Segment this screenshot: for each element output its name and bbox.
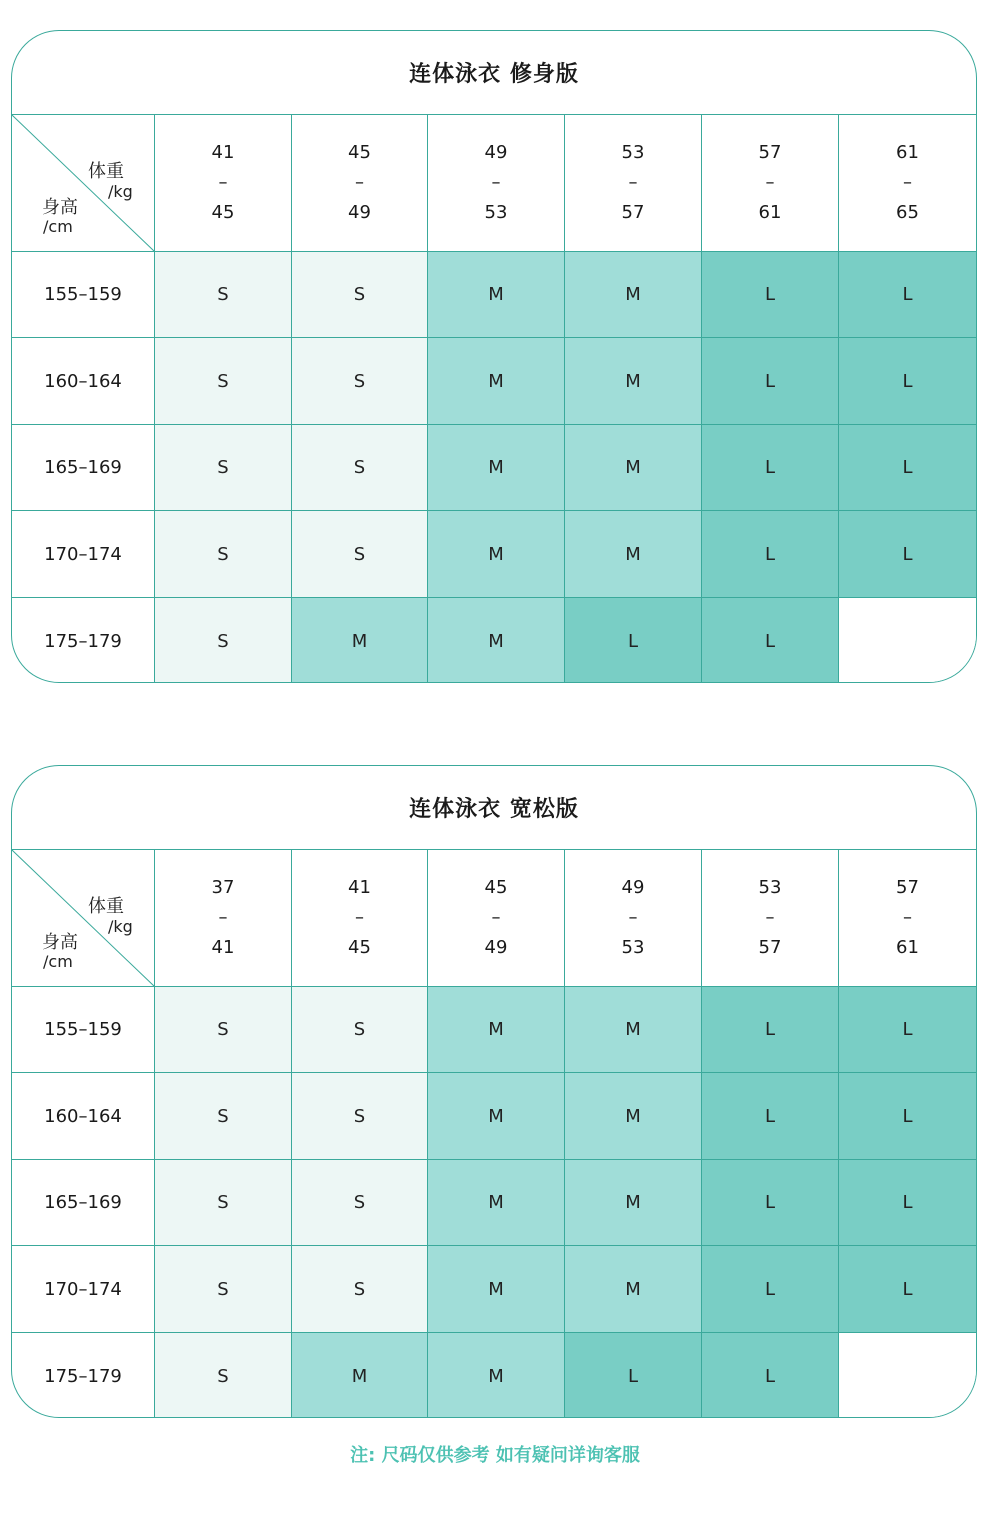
corner-header xyxy=(12,850,155,987)
weight-range-header xyxy=(839,850,976,987)
size-cell: L xyxy=(839,1160,976,1246)
size-cell: M xyxy=(292,1333,428,1418)
size-cell: L xyxy=(839,1073,976,1160)
size-cell: S xyxy=(292,1160,428,1246)
height-unit: /cm xyxy=(43,952,73,971)
size-cell: M xyxy=(565,1073,702,1160)
size-cell: M xyxy=(565,1246,702,1333)
height-range-label: 175–179 xyxy=(12,1333,155,1418)
size-cell: L xyxy=(839,425,976,511)
weight-range-sep: – xyxy=(765,172,775,193)
weight-range-sep: – xyxy=(628,172,638,193)
weight-range-bottom: 53 xyxy=(621,937,645,958)
size-cell: L xyxy=(702,252,839,338)
weight-range-bottom: 53 xyxy=(484,202,508,223)
size-cell: L xyxy=(702,1333,839,1418)
weight-range-sep: – xyxy=(491,907,501,928)
weight-label: 体重 xyxy=(88,896,124,917)
size-table-slim xyxy=(11,30,977,683)
size-cell: S xyxy=(292,425,428,511)
size-cell: S xyxy=(155,598,292,683)
weight-range-top: 45 xyxy=(348,142,371,163)
size-cell: M xyxy=(428,1333,565,1418)
size-cell: L xyxy=(702,598,839,683)
weight-range-top: 41 xyxy=(348,877,371,898)
size-cell: S xyxy=(155,1160,292,1246)
size-cell xyxy=(839,598,976,683)
weight-range-header xyxy=(155,115,292,252)
weight-range-bottom: 61 xyxy=(896,937,919,958)
weight-range-sep: – xyxy=(903,907,912,928)
size-cell: S xyxy=(155,1246,292,1333)
weight-range-top: 49 xyxy=(484,142,508,163)
size-cell: S xyxy=(155,511,292,598)
size-cell: M xyxy=(565,987,702,1073)
size-cell: L xyxy=(565,598,702,683)
weight-range-top: 37 xyxy=(211,877,235,898)
size-cell: M xyxy=(565,252,702,338)
size-cell: L xyxy=(565,1333,702,1418)
weight-range-sep: – xyxy=(628,907,638,928)
weight-range-header xyxy=(565,850,702,987)
height-label: 身高 xyxy=(42,932,78,953)
weight-label: 体重 xyxy=(88,161,124,182)
size-cell: L xyxy=(702,1073,839,1160)
weight-range-bottom: 45 xyxy=(211,202,235,223)
height-range-label: 160–164 xyxy=(12,338,155,425)
weight-unit: /kg xyxy=(108,917,133,936)
weight-range-top: 45 xyxy=(484,877,508,898)
size-cell: L xyxy=(702,1160,839,1246)
height-range-label: 155–159 xyxy=(12,252,155,338)
weight-range-header xyxy=(839,115,976,252)
weight-range-header xyxy=(428,115,565,252)
size-table-loose xyxy=(11,765,977,1418)
weight-range-header xyxy=(292,850,428,987)
size-cell: L xyxy=(702,338,839,425)
size-cell xyxy=(839,1333,976,1418)
size-cell: L xyxy=(702,511,839,598)
weight-range-sep: – xyxy=(218,172,228,193)
size-cell: M xyxy=(428,598,565,683)
size-cell: L xyxy=(702,987,839,1073)
weight-range-bottom: 45 xyxy=(348,937,371,958)
height-range-label: 155–159 xyxy=(12,987,155,1073)
weight-range-bottom: 49 xyxy=(484,937,508,958)
size-cell: L xyxy=(839,987,976,1073)
weight-range-sep: – xyxy=(903,172,912,193)
size-cell: M xyxy=(428,1160,565,1246)
size-cell: S xyxy=(292,338,428,425)
size-cell: M xyxy=(428,1246,565,1333)
weight-range-bottom: 41 xyxy=(211,937,235,958)
weight-range-header xyxy=(428,850,565,987)
weight-range-top: 41 xyxy=(211,142,235,163)
weight-range-bottom: 65 xyxy=(896,202,919,223)
weight-range-sep: – xyxy=(765,907,775,928)
weight-range-header xyxy=(702,850,839,987)
table-title: 连体泳衣 宽松版 xyxy=(12,766,976,850)
size-cell: M xyxy=(428,1073,565,1160)
weight-range-header xyxy=(702,115,839,252)
diagonal-line xyxy=(12,850,155,987)
weight-range-top: 57 xyxy=(896,877,919,898)
weight-range-bottom: 57 xyxy=(621,202,645,223)
size-cell: M xyxy=(428,338,565,425)
weight-range-top: 49 xyxy=(621,877,645,898)
weight-range-bottom: 49 xyxy=(348,202,371,223)
weight-range-sep: – xyxy=(355,172,364,193)
height-range-label: 175–179 xyxy=(12,598,155,683)
size-cell: L xyxy=(839,338,976,425)
height-range-label: 170–174 xyxy=(12,1246,155,1333)
size-cell: S xyxy=(292,987,428,1073)
size-cell: S xyxy=(155,987,292,1073)
size-cell: S xyxy=(292,1246,428,1333)
height-unit: /cm xyxy=(43,217,73,236)
height-range-label: 160–164 xyxy=(12,1073,155,1160)
size-cell: S xyxy=(292,511,428,598)
size-cell: M xyxy=(565,511,702,598)
weight-range-sep: – xyxy=(355,907,364,928)
weight-unit: /kg xyxy=(108,182,133,201)
weight-range-header xyxy=(155,850,292,987)
size-cell: S xyxy=(292,1073,428,1160)
size-cell: S xyxy=(155,338,292,425)
weight-range-top: 53 xyxy=(621,142,645,163)
weight-range-header xyxy=(565,115,702,252)
size-cell: M xyxy=(565,1160,702,1246)
size-cell: L xyxy=(702,1246,839,1333)
weight-range-top: 53 xyxy=(758,877,782,898)
size-cell: S xyxy=(155,425,292,511)
weight-range-header xyxy=(292,115,428,252)
weight-range-sep: – xyxy=(218,907,228,928)
size-cell: L xyxy=(839,1246,976,1333)
size-cell: M xyxy=(565,338,702,425)
size-cell: L xyxy=(702,425,839,511)
height-range-label: 170–174 xyxy=(12,511,155,598)
footnote: 注: 尺码仅供参考 如有疑问详询客服 xyxy=(350,1445,640,1466)
size-cell: M xyxy=(428,425,565,511)
size-cell: M xyxy=(565,425,702,511)
size-cell: M xyxy=(428,252,565,338)
size-cell: S xyxy=(292,252,428,338)
table-title: 连体泳衣 修身版 xyxy=(12,31,976,115)
size-cell: M xyxy=(428,987,565,1073)
size-cell: S xyxy=(155,1073,292,1160)
weight-range-top: 61 xyxy=(896,142,919,163)
height-range-label: 165–169 xyxy=(12,1160,155,1246)
size-grid xyxy=(12,115,976,683)
size-cell: M xyxy=(428,511,565,598)
weight-range-bottom: 57 xyxy=(758,937,782,958)
diagonal-line xyxy=(12,115,155,252)
corner-header xyxy=(12,115,155,252)
size-cell: M xyxy=(292,598,428,683)
height-label: 身高 xyxy=(42,197,78,218)
weight-range-sep: – xyxy=(491,172,501,193)
size-cell: S xyxy=(155,1333,292,1418)
weight-range-bottom: 61 xyxy=(758,202,782,223)
size-cell: S xyxy=(155,252,292,338)
weight-range-top: 57 xyxy=(758,142,782,163)
height-range-label: 165–169 xyxy=(12,425,155,511)
size-cell: L xyxy=(839,511,976,598)
size-grid xyxy=(12,850,976,1418)
size-cell: L xyxy=(839,252,976,338)
